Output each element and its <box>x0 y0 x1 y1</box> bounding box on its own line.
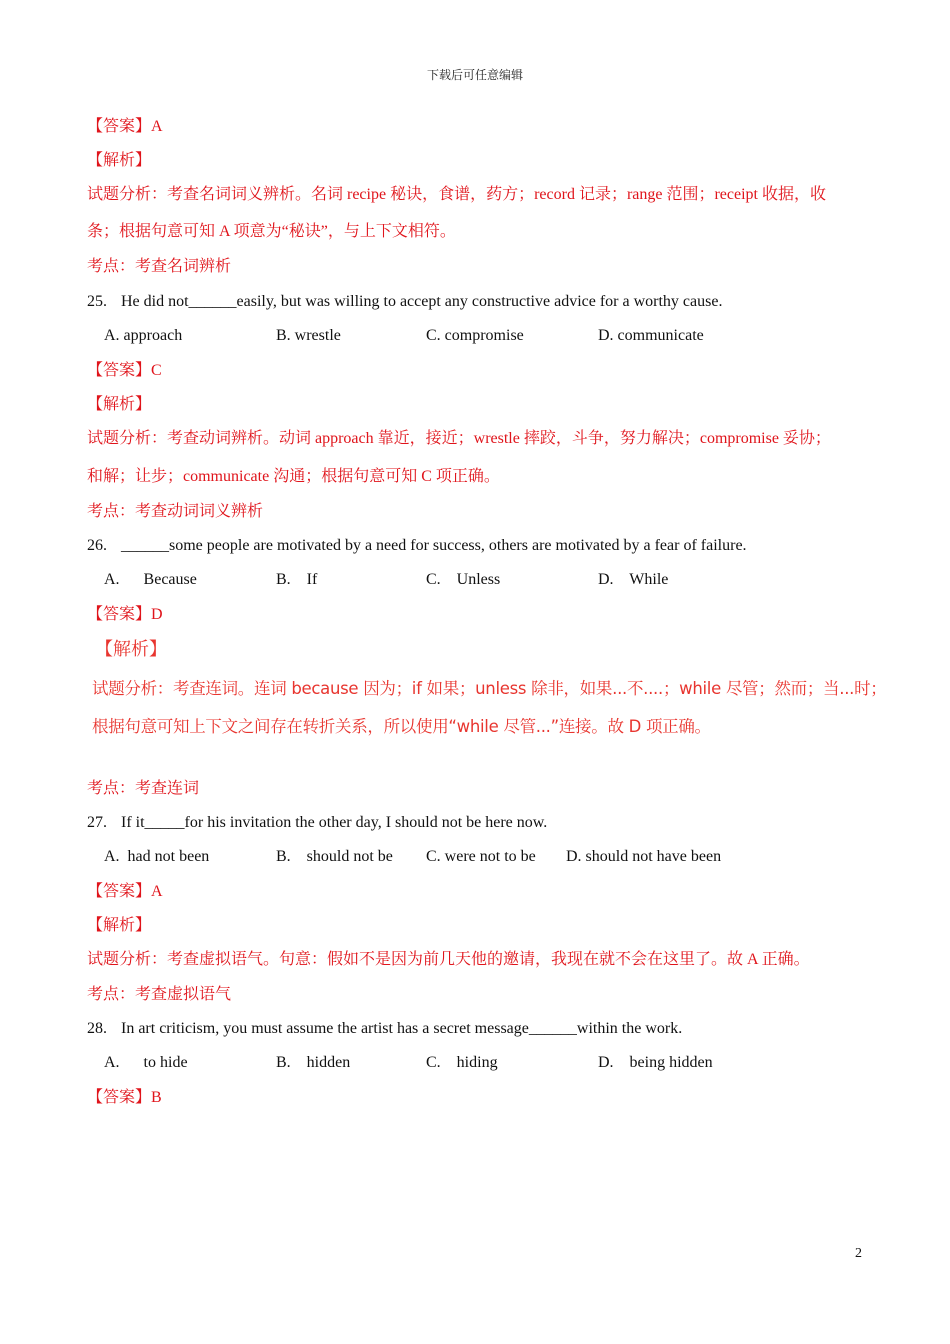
q28-option-b: B. hidden <box>276 1054 351 1071</box>
q28-option-a: A. to hide <box>104 1054 188 1071</box>
q26-option-d: D. While <box>598 571 669 588</box>
q27-option-c: C. were not to be <box>426 848 536 865</box>
q25-question <box>87 292 722 312</box>
q27-question <box>87 813 547 833</box>
q27-option-a: A. had not been <box>104 848 210 865</box>
q28-question <box>87 1019 682 1039</box>
q24-analysis-line-2: 条；根据句意可知 A 项意为“秘诀”，与上下文相符。 <box>87 223 456 240</box>
page-header: 下载后可任意编辑 <box>426 68 523 82</box>
q27-option-b: B. should not be <box>276 848 393 865</box>
q27-number: 27. <box>87 814 107 831</box>
q26-answer: 【答案】D <box>87 606 163 623</box>
q24-point: 考点：考查名词辨析 <box>87 258 232 275</box>
q26-number: 26. <box>87 537 107 554</box>
q26-jiexi-label: 【解析】 <box>95 639 167 660</box>
q26-analysis-line-2: 根据句意可知上下文之间存在转折关系，所以使用“while 尽管...”连接。故 D 项正确。 <box>92 717 711 736</box>
q24-jiexi-label: 【解析】 <box>87 152 152 169</box>
q26-analysis-line-1: 试题分析：考查连词。连词 because 因为；if 如果；unless 除非，如果...不....；while 尽管；然而；当...时； <box>92 679 887 698</box>
q25-answer: 【答案】C <box>87 362 162 379</box>
q27-analysis-line-1: 试题分析：考查虚拟语气。句意：假如不是因为前几天他的邀请，我现在就不会在这里了。故 A 正确。 <box>87 951 810 968</box>
q27-option-d: D. should not have been <box>566 848 722 865</box>
q26-option-a: A. Because <box>104 571 197 588</box>
q26-point: 考点：考查连词 <box>87 780 200 797</box>
q25-number: 25. <box>87 293 107 310</box>
q26-text: ______some people are motivated by a need for success, others are motivated by a fear of failure. <box>121 537 747 554</box>
q25-point: 考点：考查动词词义辨析 <box>87 503 264 520</box>
q27-point: 考点：考查虚拟语气 <box>87 986 232 1003</box>
q25-option-c: C. compromise <box>426 327 524 344</box>
q24-answer: 【答案】A <box>87 118 163 135</box>
q28-answer: 【答案】B <box>87 1089 162 1106</box>
q25-analysis-line-2: 和解；让步；communicate 沟通；根据句意可知 C 项正确。 <box>87 468 500 485</box>
q28-text: In art criticism, you must assume the artist has a secret message______within the work. <box>121 1020 683 1037</box>
page-number: 2 <box>855 1246 862 1261</box>
q26-option-c: C. Unless <box>426 571 501 588</box>
q28-number: 28. <box>87 1020 107 1037</box>
q26-option-b: B. If <box>276 571 318 588</box>
q27-answer: 【答案】A <box>87 883 163 900</box>
q25-option-b: B. wrestle <box>276 327 341 344</box>
q25-jiexi-label: 【解析】 <box>87 396 152 413</box>
q25-analysis-line-1: 试题分析：考查动词辨析。动词 approach 靠近，接近；wrestle 摔跤，斗争，努力解决；compromise 妥协； <box>87 430 831 447</box>
q25-option-a: A. approach <box>104 327 183 344</box>
q28-option-c: C. hiding <box>426 1054 498 1071</box>
q27-jiexi-label: 【解析】 <box>87 917 152 934</box>
q25-option-d: D. communicate <box>598 327 704 344</box>
q26-question <box>87 536 747 556</box>
q27-text: If it_____for his invitation the other day, I should not be here now. <box>121 814 548 831</box>
q25-text: He did not______easily, but was willing to accept any constructive advice for a worthy cause. <box>121 293 723 310</box>
q28-option-d: D. being hidden <box>598 1054 713 1071</box>
q24-analysis-line-1: 试题分析：考查名词词义辨析。名词 recipe 秘诀，食谱，药方；record 记录；range 范围；receipt 收据，收 <box>87 186 826 203</box>
